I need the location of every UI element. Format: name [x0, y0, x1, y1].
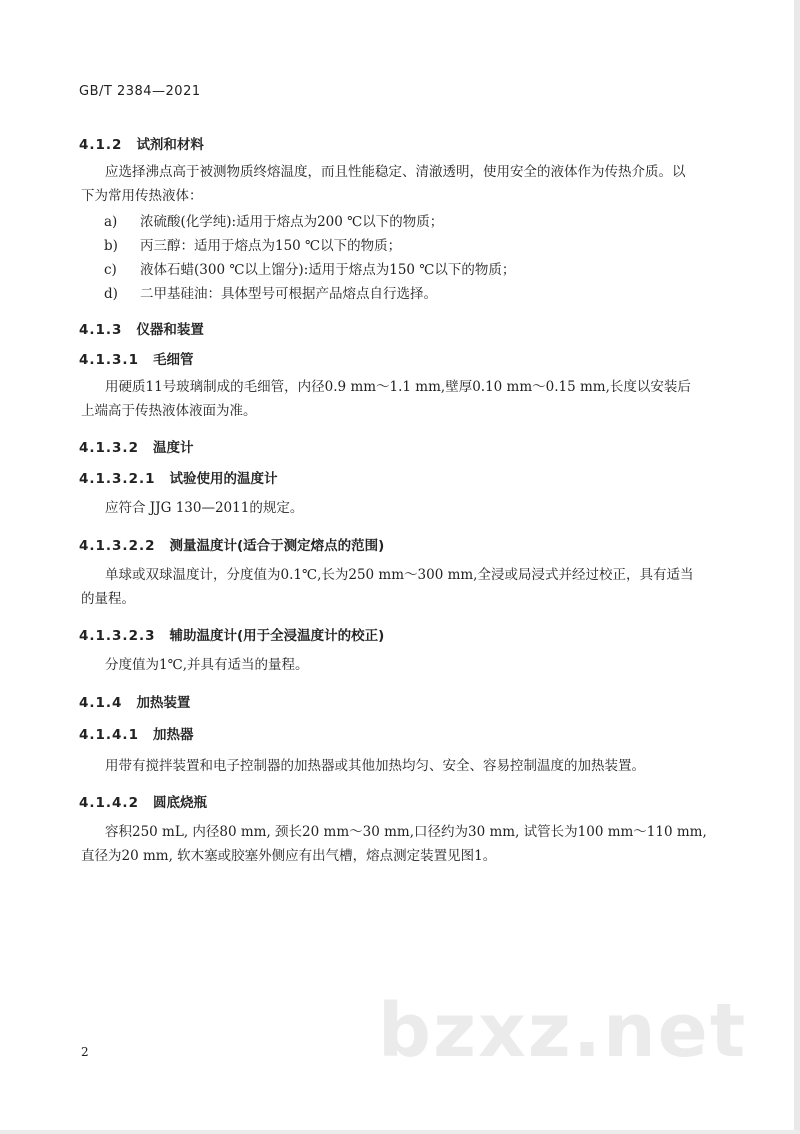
list-item-text: 二甲基硅油：具体型号可根据产品熔点自行选择。 [140, 286, 437, 302]
section-number: 4.1.4 [79, 695, 123, 711]
standard-code-header: GB/T 2384—2021 [79, 84, 201, 99]
section-heading-4-1-4 [79, 691, 190, 711]
list-item [104, 210, 443, 230]
section-number: 4.1.3.1 [79, 352, 139, 368]
list-item-mark: a) [104, 214, 118, 230]
page-number: 2 [81, 1045, 89, 1059]
paragraph-line: 应选择沸点高于被测物质终熔温度，而且性能稳定、清澈透明，使用安全的液体作为传热介质。以 [105, 164, 686, 180]
list-item [104, 234, 401, 254]
paragraph-heater [81, 754, 721, 778]
section-title: 加热器 [152, 727, 194, 743]
list-item-text: 液体石蜡(300 ℃以上馏分):适用于熔点为150 ℃以下的物质； [140, 262, 516, 278]
paragraph-line: 容积250 mL, 内径80 mm, 颈长20 mm～30 mm,口径约为30 mm, 试管长为100 mm～110 mm, [105, 824, 707, 840]
section-number: 4.1.3.2.2 [79, 538, 156, 554]
list-item-mark: c) [104, 262, 117, 278]
section-heading-4-1-3-2-1 [79, 467, 277, 487]
section-number: 4.1.3 [79, 322, 123, 338]
section-heading-4-1-4-1 [79, 723, 193, 743]
paragraph-measuring-thermometer [81, 563, 721, 611]
paragraph-thermometer-standard [81, 496, 721, 520]
paragraph-line: 下为常用传热液体： [81, 188, 203, 204]
list-item [104, 282, 437, 302]
section-heading-4-1-3-2-2 [79, 534, 384, 554]
section-number: 4.1.3.2 [79, 440, 139, 456]
list-item-text: 丙三醇：适用于熔点为150 ℃以下的物质； [140, 238, 402, 254]
section-number: 4.1.4.1 [79, 727, 139, 743]
paragraph-line: 的量程。 [81, 591, 135, 607]
page-edge-bottom [0, 1130, 800, 1134]
list-item [104, 258, 515, 278]
paragraph-heat-transfer-liquid [81, 160, 721, 208]
paragraph-line: 上端高于传热液体液面为准。 [81, 403, 257, 419]
paragraph-round-bottom-flask [81, 820, 721, 868]
section-title: 毛细管 [152, 352, 194, 368]
watermark: bzxz.net [378, 988, 748, 1074]
section-number: 4.1.3.2.3 [79, 628, 156, 644]
section-heading-4-1-3-1 [79, 348, 193, 368]
section-title: 圆底烧瓶 [152, 795, 207, 811]
section-number: 4.1.3.2.1 [79, 471, 156, 487]
paragraph-line: 直径为20 mm, 软木塞或胶塞外侧应有出气槽，熔点测定装置见图1。 [81, 848, 497, 864]
section-title: 加热装置 [136, 695, 191, 711]
section-title: 温度计 [152, 440, 194, 456]
paragraph-line: 分度值为1℃,并具有适当的量程。 [105, 657, 309, 673]
list-item-mark: b) [104, 238, 118, 254]
paragraph-line: 单球或双球温度计，分度值为0.1℃,长为250 mm～300 mm,全浸或局浸式并经过校正，具有适当 [105, 567, 694, 583]
section-title: 试验使用的温度计 [169, 471, 278, 487]
section-title: 试剂和材料 [136, 137, 204, 153]
list-item-text: 浓硫酸(化学纯):适用于熔点为200 ℃以下的物质； [140, 214, 444, 230]
paragraph-capillary [81, 375, 721, 423]
list-item-mark: d) [104, 286, 118, 302]
section-number: 4.1.4.2 [79, 795, 139, 811]
section-title: 仪器和装置 [136, 322, 204, 338]
section-heading-4-1-2 [79, 133, 204, 153]
section-title: 测量温度计(适合于测定熔点的范围) [169, 538, 385, 554]
section-heading-4-1-4-2 [79, 791, 207, 811]
section-number: 4.1.2 [79, 137, 123, 153]
paragraph-line: 应符合 JJG 130—2011的规定。 [105, 500, 304, 516]
section-heading-4-1-3-2 [79, 436, 193, 456]
section-title: 辅助温度计(用于全浸温度计的校正) [169, 628, 385, 644]
section-heading-4-1-3 [79, 318, 204, 338]
page-edge-right [794, 0, 800, 1134]
section-heading-4-1-3-2-3 [79, 624, 384, 644]
paragraph-line: 用硬质11号玻璃制成的毛细管，内径0.9 mm～1.1 mm,壁厚0.10 mm～0.15 mm,长度以安装后 [105, 379, 691, 395]
paragraph-auxiliary-thermometer [81, 653, 721, 677]
paragraph-line: 用带有搅拌装置和电子控制器的加热器或其他加热均匀、安全、容易控制温度的加热装置。 [105, 758, 645, 774]
